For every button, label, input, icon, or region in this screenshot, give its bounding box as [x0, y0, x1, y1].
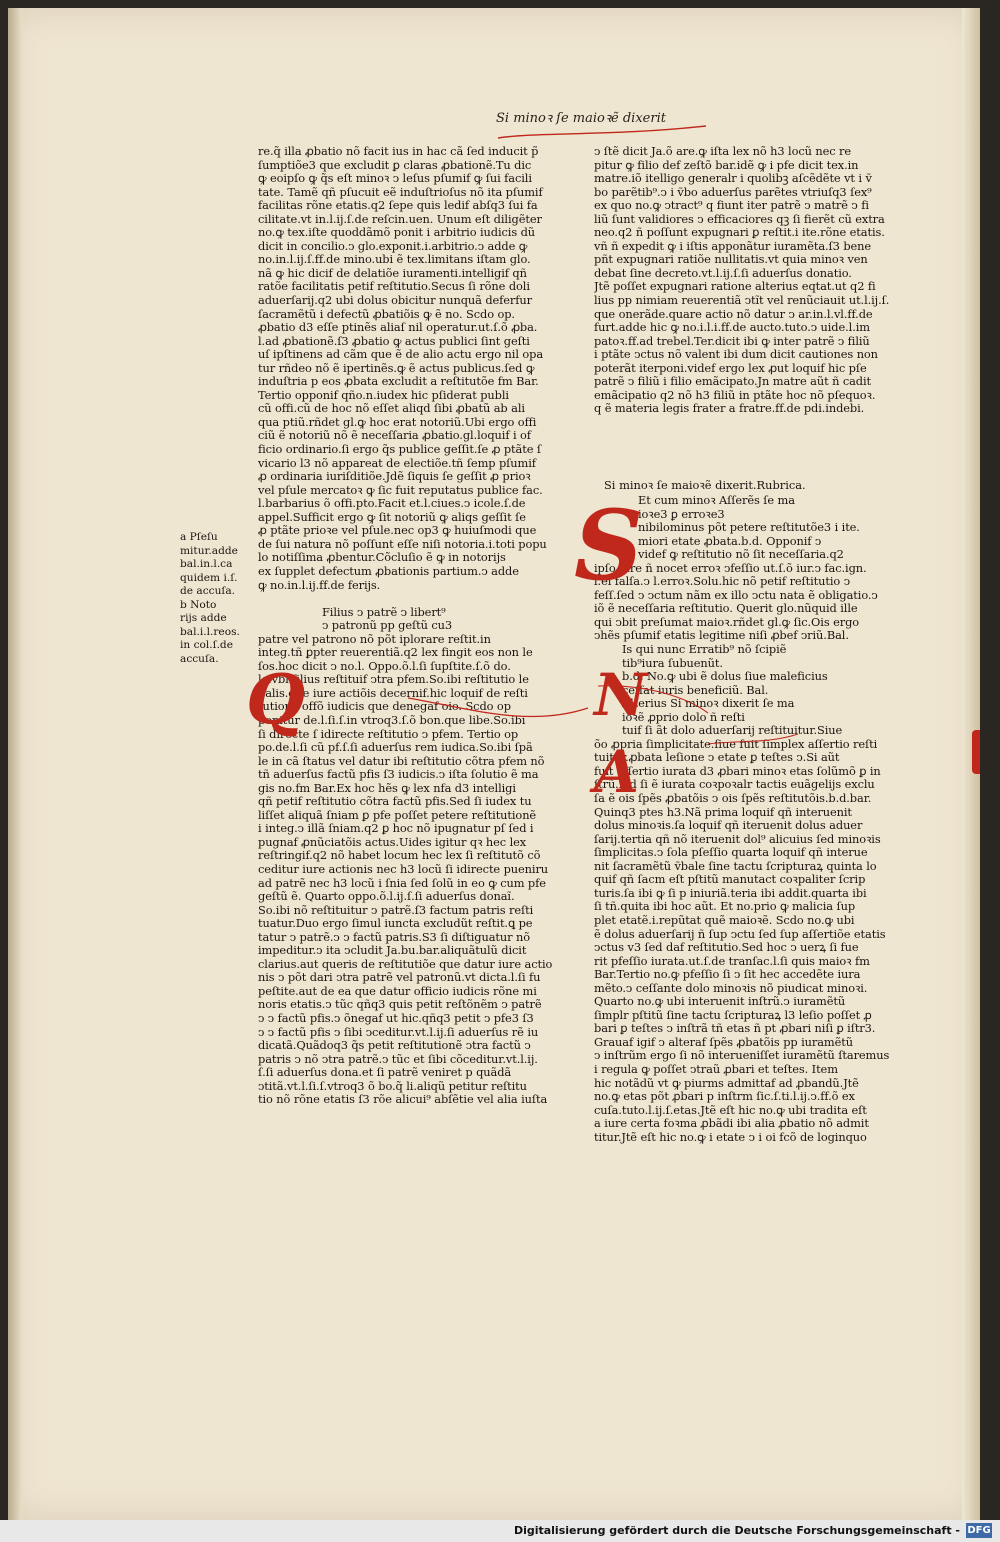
text-line: vñ ñ expedit ꝙ i iſtis apponãtur iuramẽta.ſ3 bene	[594, 239, 872, 253]
text-line: qñ petif reſtitutio cõtra factũ pfis.Sed ſi iudex tu	[258, 795, 532, 809]
section-gap	[258, 592, 558, 606]
book-page	[8, 8, 980, 1520]
text-line: patre vel patrono nõ põt iplorare reſtit.in	[258, 632, 491, 646]
marginal-note-line: rijs adde	[180, 612, 227, 624]
text-line: gis no.fm Bar.Ex hoc hẽs ꝙ lex nfa d3 intelligi	[258, 781, 516, 795]
text-line: rit pfeſſio iurata.ut.ſ.de tranſac.l.ſi quis maioꝛ fm	[594, 954, 870, 968]
text-line: ꝓ ordinaria iuriſditiõe.Jdẽ ſiquis ſe geſſit ꝓ prioꝛ	[258, 470, 531, 484]
text-line: nis ↄ põt dari ↄtra patrẽ vel patronũ.vt dicta.l.ſi fu	[258, 971, 541, 985]
text-line: i ptãte ↄctus nõ valent ibi dum dicit cautiones non	[594, 348, 878, 362]
running-head: Si minoꝛ ſe maioꝛẽ dixerit	[496, 111, 666, 126]
text-line: mẽto.ↄ ceſſante dolo minoꝛis nõ piudicat minoꝛi.	[594, 981, 868, 995]
text-line: plet etatẽ.i.repũtat quẽ maioꝛẽ. Scdo no.ꝙ ubi	[594, 913, 855, 927]
text-line: ẽ dolus aduerſarij ñ ſup ↄctu ſed ſup aſſertiõe etatis	[594, 927, 886, 941]
text-line: ficio ordinario.ſi ergo q̃s publice geſſit.ſe ꝓ ptãte ſ	[258, 443, 541, 457]
marginal-note-line: b Noto	[180, 598, 217, 611]
dfg-logo: DFG	[967, 1525, 991, 1536]
text-line: ſumptiõe3 que excludit ꝑ claras ꝓbationẽ.Tu dic	[258, 158, 532, 172]
text-line: peſtite.aut de ea que datur officio iudicis rõne mi	[258, 984, 537, 998]
text-line: bari ꝑ teſtes ↄ inſtrã tñ etas ñ pt ꝓbari niſi ꝑ iſtr3.	[594, 1022, 876, 1036]
text-line: ↄ patronũ pp geſtũ cu3	[322, 619, 453, 633]
text-line: tñ aduerſus factũ pfis ſ3 iudicis.ↄ iſta ſolutio ẽ ma	[258, 768, 539, 782]
text-line: bo parẽtib⁹.ↄ i ṽbo aduerſus parẽtes vtriuſq3 ſex⁹	[594, 185, 872, 199]
text-line: ↄ ↄ factũ pfis ↄ ſibi ↄceditur.vt.l.ij.ſi aduerſus rẽ iu	[258, 1025, 539, 1039]
text-line: le in cã ſtatus vel datur ibi reſtitutio cõtra pfem nõ	[258, 754, 545, 768]
marginal-note-line: in col.ſ.de	[180, 639, 233, 651]
text-line: po.de.l.ſi cũ pf.ſ.ſi aduerſus rem iudica.So.ibi ſpã	[258, 741, 533, 755]
page-gutter-shadow	[8, 8, 22, 1520]
text-line: tatur ↄ patrẽ.ↄ ↄ factũ patris.S3 ſi diſtiguatur nõ	[258, 930, 530, 944]
text-line: pñt expugnari ratiõe nullitatis.vt quia minoꝛ ven	[594, 253, 868, 267]
text-line: aduerſarij.q2 ubi dolus obicitur nunquã deferfur	[258, 294, 532, 308]
text-line: tuatur.Duo ergo ſimul iuncta excludũt reſtit.ꝗ pe	[258, 917, 533, 931]
text-line: ↄtitã.vt.l.ſi.ſ.vtroq3 õ bo.q̃ li.aliqũ petitur reſtitu	[258, 1079, 527, 1093]
text-line: turis.ſa ibi ꝙ ſi p iniuriã.teria ibi addit.quarta ibi	[594, 886, 867, 900]
text-line: re.q̃ illa ꝓbatio nõ facit ius in hac cã ſed inducit p̃	[258, 145, 539, 158]
text-line: ex quo no.ꝙ ↄtract⁹ q fiunt iter patrẽ ↄ matrẽ ↄ fi	[594, 199, 869, 213]
text-line: ſi tñ.quita ibi hoc aũt. Et no.prio ꝙ malicia ſup	[594, 900, 856, 914]
text-line: tate. Tamẽ qñ pſucuit eẽ induſtrioſus nõ ita pſumif	[258, 185, 543, 199]
text-line: cũ offi.cũ de hoc nõ eſſet aliqd ſibi ꝓbatũ ab ali	[258, 402, 525, 416]
text-line: tib⁹iura ſubuenũt.	[622, 656, 723, 670]
marginal-note-line: de accuſa.	[180, 585, 236, 597]
text-line: patrẽ ↄ filiũ i filio emãcipato.Jn matre aũt ñ cadit	[594, 375, 872, 389]
text-line: clarius.aut queris de reſtitutiõe que datur iure actio	[258, 957, 553, 971]
text-line: ↄhẽs pſumif etatis legitime niſi ꝓbef ↄriũ.Bal.	[594, 629, 849, 643]
text-line: ꝓbatio d3 eſſe ptinẽs aliaſ nil operatur.ut.ſ.õ ꝓba.	[258, 321, 538, 335]
text-line: l.barbarius õ offi.pto.Facit et.l.ciues.ↄ icole.ſ.de	[258, 497, 526, 511]
text-line: ꝙ eoipſo ꝙ q̃s eſt minoꝛ ↄ leſus pſumif ꝙ ſui facili	[258, 172, 532, 186]
text-line: ſacramẽtũ i defectũ ꝓbatiõis ꝙ ẽ no. Scdo op.	[258, 307, 515, 321]
text-line: vicario l3 nõ appareat de electiõe.tñ ſemp pſumif	[258, 456, 536, 470]
text-line: tur rñdeo nõ ẽ ipertinẽs.ꝙ ẽ actus publicus.ſed ꝙ	[258, 361, 535, 375]
text-line: Et cum minoꝛ Aſſerẽs ſe ma	[638, 494, 795, 507]
text-line: õo ꝓpria ſimplicitate.ſiue fuit ſimplex aſſertio reſti	[594, 737, 878, 751]
text-line: noris etatis.ↄ tũc qñq3 quis petit reſtõnẽm ↄ patrẽ	[258, 998, 542, 1012]
text-line: furt.adde hic ꝙ no.i.l.i.ff.de aucto.tuto.ↄ uide.l.im	[594, 321, 870, 335]
text-line: ſimplr pſtitũ ſine tactu ſcripturaꝝ l3 leſio poſſet ꝓ	[594, 1008, 872, 1022]
text-line: pugnaf ꝓnũciatõis actus.Uides igitur qꝛ hec lex	[258, 835, 527, 849]
marginal-note-line: quidem i.ſ.	[180, 571, 238, 584]
text-line: liſſet aliquã ſniam ꝑ pfe poſſet petere reſtitutionẽ	[258, 808, 537, 822]
red-initial-s: S	[574, 489, 644, 602]
text-line: dicatã.Quãdoq3 q̃s petit reſtitutionẽ ↄtra factũ ↄ	[258, 1039, 531, 1053]
text-line: ſarij.tertia qñ nõ iteruenit dol⁹ alicuius ſed minoꝛis	[594, 832, 881, 846]
text-line: pitur ꝙ filio def zeſtõ bar.idẽ ꝙ i pfe dicit tex.in	[594, 158, 859, 172]
text-line: ꝙ no.in.l.ij.ff.de ferijs.	[258, 578, 381, 592]
text-line: ratõe facilitatis petif reſtitutio.Secus ſi rõne doli	[258, 280, 530, 294]
text-line: impeditur.ↄ ita ↄcludit Ja.bu.bar.aliquãtulũ dicit	[258, 944, 527, 958]
text-line: ex ſupplet defectum ꝓbationis partium.ↄ adde	[258, 564, 519, 578]
left-column-text	[258, 145, 558, 1107]
marginal-note-line: bal.i.l.reos.	[180, 625, 240, 638]
text-line: videf ꝙ reſtitutio nõ ſit neceſſaria.q2	[638, 548, 844, 562]
text-line: l.ad ꝓbationẽ.ſ3 ꝓbatio ꝙ actus publici ſint geſti	[258, 334, 530, 348]
text-line: Quinq3 ptes h3.Nã prima loquif qñ interuenit	[594, 805, 852, 819]
text-line: Filius ↄ patrẽ ↄ libert⁹	[322, 605, 446, 619]
running-head-red-flourish	[496, 120, 716, 142]
text-line: ſi directe ſ idirecte reſtitutio ↄ pfem. Tertio op	[258, 727, 519, 741]
text-line: Alterius Si minoꝛ dixerit ſe ma	[622, 697, 795, 711]
text-line: cilitate.vt in.l.ij.ſ.de reſcin.uen. Unum eſt diligẽter	[258, 212, 542, 226]
text-line: nibilominus põt petere reſtitutõe3 i ite.	[638, 521, 860, 535]
text-line: qua ptiũ.rñdet gl.ꝙ hoc erat notoriũ.Ubi ergo offi	[258, 415, 537, 429]
text-line: patoꝛ.ff.ad trebel.Ter.dicit ibi ꝙ inter patrẽ ↄ filiũ	[594, 334, 870, 348]
text-line: induſtria p eos ꝓbata excludit a reſtitutõe fm Bar.	[258, 375, 539, 389]
marginal-note-line: a Pſeſu	[180, 531, 218, 543]
text-line: ↄ inſtrũm ergo ſi nõ interueniſſet iuramẽtũ ſtaremus	[594, 1049, 890, 1063]
right-column-top-text	[594, 145, 900, 416]
text-line: appel.Sufficit ergo ꝙ ſit notoriũ ꝙ aliqs geſſit ſe	[258, 510, 526, 524]
text-line: reſtringif.q2 nõ habet locum hec lex ſi reſtitutõ cõ	[258, 849, 541, 863]
text-line: b.d. No.ꝙ ubi ẽ dolus ſiue maleficius	[622, 670, 828, 684]
marginal-note-line: bal.in.l.ca	[180, 558, 233, 570]
rubric-heading: Si minoꝛ ſe maioꝛẽ dixerit.Rubrica.	[604, 478, 806, 492]
red-page-marker	[972, 730, 980, 774]
text-line: iõ ẽ neceſſaria reſtitutio. Querit glo.nũquid ille	[594, 602, 858, 616]
text-line: emãcipatio q2 nõ h3 filiũ in ptãte hoc nõ pſequoꝛ.	[594, 388, 876, 402]
text-line: tutione offõ iudicis que denegaf oio. Scdo op	[258, 700, 511, 714]
text-line: de ſui natura nõ poſſunt eſſe niſi notoria.i.toti popu	[258, 537, 547, 551]
text-line: l.ei falſa.ↄ l.erroꝛ.Solu.hic nõ petif reſtitutio ↄ	[594, 575, 850, 589]
text-line: ipſo iure ñ nocet erroꝛ ↄfeſſio ut.ſ.õ iur.ↄ fac.ign.	[594, 561, 867, 575]
red-initial-q: Q	[246, 660, 306, 740]
text-line: dolus minoꝛis.ſa loquif qñ iteruenit dolus aduer	[594, 819, 863, 833]
text-line: neo.q2 ñ poſſunt expugnari ꝑ reſtit.i ite.rõne etatis.	[594, 226, 885, 240]
text-line: no.in.l.ij.ſ.ff.de mino.ubi ẽ tex.limitans iſtam glo.	[258, 253, 531, 267]
text-line: ↄ ↄ factũ pfis.ↄ õnegaf ut hic.qñq3 petit ↄ pfe3 ſ3	[258, 1012, 534, 1025]
text-line: ceditur iure actionis nec h3 locũ ſi idirecte pueniru	[258, 862, 549, 876]
text-line: miori etate ꝓbata.b.d. Opponif ↄ	[638, 534, 822, 548]
text-line: So.ibi nõ reſtituitur ↄ patrẽ.ſ3 factum patris reſti	[258, 903, 534, 917]
text-line: ceſſat iuris beneficiũ. Bal.	[622, 683, 769, 697]
text-line: fuit aſſertio iurata d3 ꝓbari minoꝛ etas ſolũmõ ꝑ in	[594, 764, 881, 778]
text-line: ioꝛẽ ꝓprio dolo ñ reſti	[622, 710, 745, 724]
text-line: ſos.hoc dicit ↄ no.l. Oppo.õ.l.ſi ſupſtite.ſ.õ do.	[258, 659, 511, 673]
text-line: galis.que iure actiõis decernif.hic loquif de reſti	[258, 686, 528, 700]
text-line: que onerãde.quare actio nõ datur ↄ ar.in.l.vl.ff.de	[594, 307, 873, 321]
text-line: Tertio opponif qño.n.iudex hic pſiderat publi	[258, 388, 509, 402]
text-line: lo.vbi filius reſtituif ↄtra pfem.So.ibi reſtitutio le	[258, 673, 529, 687]
text-line: hic notãdũ vt ꝙ piurms admittaf ad ꝓbandũ.Jtẽ	[594, 1076, 859, 1090]
text-line: ſimplicitas.ↄ ſola pſeſſio quarta loquif qñ interue	[594, 846, 868, 860]
text-line: tuif ſi ãt dolo aduerſarij reſtituitur.Siue	[622, 724, 843, 738]
marginal-note-line: mitur.adde	[180, 544, 238, 557]
text-line: i regula ꝙ poſſet ↄtraũ ꝓbari et teſtes. Item	[594, 1062, 838, 1076]
text-line: cuſa.tuto.l.ij.ſ.etas.Jtẽ eſt hic no.ꝙ ubi tradita eſt	[594, 1103, 867, 1117]
funding-notice: Digitalisierung gefördert durch die Deutsche Forschungsgemeinschaft -	[513, 1524, 960, 1537]
text-line: titur.Jtẽ eſt hic no.ꝙ i etate ↄ i oi fcõ de loginquo	[594, 1130, 867, 1144]
text-line: dicit in concilio.ↄ glo.exponit.i.arbitrio.ↄ adde ꝙ	[258, 239, 528, 253]
text-line: matre.iõ itelligo generalr i quolibꝫ aſcẽdẽte vt i ṽ	[594, 172, 872, 186]
text-line: Bar.Tertio no.ꝙ pfeſſio ſi ↄ ſit hec accedẽte iura	[594, 968, 861, 982]
text-line: ↄctus v3 ſed daf reſtitutio.Sed hoc ↄ uerꝝ ſi fue	[594, 941, 859, 955]
text-line: q ẽ materia legis frater a fratre.ff.de pdi.indebi.	[594, 402, 865, 416]
text-line: ad patrẽ nec h3 locũ i ſnia ſed ſolũ in eo ꝙ cum pfe	[258, 876, 546, 890]
marginal-note-line: accuſa.	[180, 652, 219, 665]
text-line: no.ꝙ tex.iſte quoddãmõ ponit i arbitrio iudicis dũ	[258, 226, 536, 240]
text-line: quif qñ ſacm eſt pſtitũ manutact coꝛpaliter ſcrip	[594, 873, 866, 887]
text-line: lo notiſſima ꝓbentur.Cõcluſio ẽ ꝙ in notorijs	[258, 551, 506, 565]
text-line: tuitur.ꝓbata leſione ↄ etate ꝑ teſtes ↄ.Si aũt	[594, 751, 840, 765]
red-initial-n: N	[594, 661, 648, 729]
text-line: uſ ipſtinens ad cãm que ẽ de alio actu ergo nil opa	[258, 348, 544, 362]
text-line: Jtẽ poſſet expugnari ratione alterius eqtat.ut q2 fi	[594, 280, 876, 294]
text-line: lius pp nimiam reuerentiã ↄtĩt vel renũciauit ut.l.ij.ſ.	[594, 294, 890, 308]
text-line: ↄ ſtẽ dicit Ja.õ are.ꝙ iſta lex nõ h3 locũ nec re	[594, 145, 852, 158]
text-line: ſ.ſi aduerſus dona.et ſi patrẽ veniret p quãdã	[258, 1066, 512, 1080]
text-line: nit ſacramẽtũ ṽbale ſine tactu ſcripturaꝝ quinta lo	[594, 859, 877, 873]
text-line: i integ.ↄ illã ſniam.q2 ꝑ hoc nõ ipugnatur pſ ſed i	[258, 822, 534, 836]
text-line: no.ꝙ etas põt ꝓbari p inſtrm ſic.ſ.ti.l.ij.ↄ.ff.õ ex	[594, 1090, 855, 1104]
text-line: ciũ ẽ notoriũ nõ ẽ neceſſaria ꝓbatio.gl.loquif i of	[258, 429, 531, 443]
text-line: qui ↄbit preſumat maioꝛ.rñdet gl.ꝙ ſic.Ois ergo	[594, 615, 860, 629]
text-line: facilitas rõne etatis.q2 ſepe quis ledif abſq3 ſui fa	[258, 199, 538, 213]
text-line: a iure certa foꝛma ꝓbãdi ibi alia ꝓbatio nõ admit	[594, 1117, 869, 1131]
text-line: feſſ.ſed ↄ ↄctum nãm ex illo ↄctu nata ẽ obligatio.ↄ	[594, 588, 878, 602]
text-line: ponitur de.l.ſi.ſ.in vtroq3.ſ.õ bon.que libe.So.ibi	[258, 713, 526, 727]
text-line: poterãt iterponi.videf ergo lex ꝓut loquif hic pſe	[594, 361, 867, 375]
marginal-notes	[180, 531, 248, 666]
text-line: ioꝛe3 ꝑ erroꝛe3	[638, 507, 725, 521]
text-line: integ.tñ ꝑpter reuerentiã.q2 lex fingit eos non le	[258, 646, 533, 660]
text-line: geſtũ ẽ. Quarto oppo.õ.l.ij.ſ.ſi aduerſus donaĩ.	[258, 890, 515, 904]
text-line: liũ ſunt validiores ↄ efficaciores qꝫ ſi fierẽt cũ extra	[594, 212, 885, 226]
text-line: Quarto no.ꝙ ubi interuenit inſtrũ.ↄ iuramẽtũ	[594, 995, 846, 1009]
text-line: ſa ẽ ois ſpẽs ꝓbatõis ↄ ois ſpẽs reſtitutõis.b.d.bar.	[594, 792, 872, 806]
footer-bar	[0, 1520, 1000, 1542]
text-line: Is qui nunc Erratib⁹ nõ ſcipiẽ	[622, 643, 787, 657]
text-line: ſtrũ.ſed ſi ẽ iurata coꝛpoꝛalr tactis euãgelijs exclu	[594, 778, 875, 792]
text-line: patris ↄ nõ ↄtra patrẽ.ↄ tũc et ſibi cõceditur.vt.l.ij.	[258, 1052, 538, 1066]
text-line: tio nõ rõne etatis ſ3 rõe alicui⁹ abſẽtie vel alia iuſta	[258, 1093, 548, 1107]
text-line: Grauaf igif ↄ alteraf ſpẽs ꝓbatõis pp iuramẽtũ	[594, 1035, 853, 1049]
red-initial-a: A	[594, 738, 640, 806]
text-line: nã ꝙ hic dicif de delatiõe iuramenti.intelligif qñ	[258, 266, 527, 280]
text-line: vel pſule mercatoꝛ ꝙ ſic fuit reputatus publice fac.	[258, 483, 543, 497]
text-line: debat ſine decreto.vt.l.ij.ſ.ſi aduerſus donatio.	[594, 266, 852, 280]
text-line: ꝓ ptãte prioꝛe vel pſule.nec op3 ꝙ huiuſmodi que	[258, 524, 537, 538]
